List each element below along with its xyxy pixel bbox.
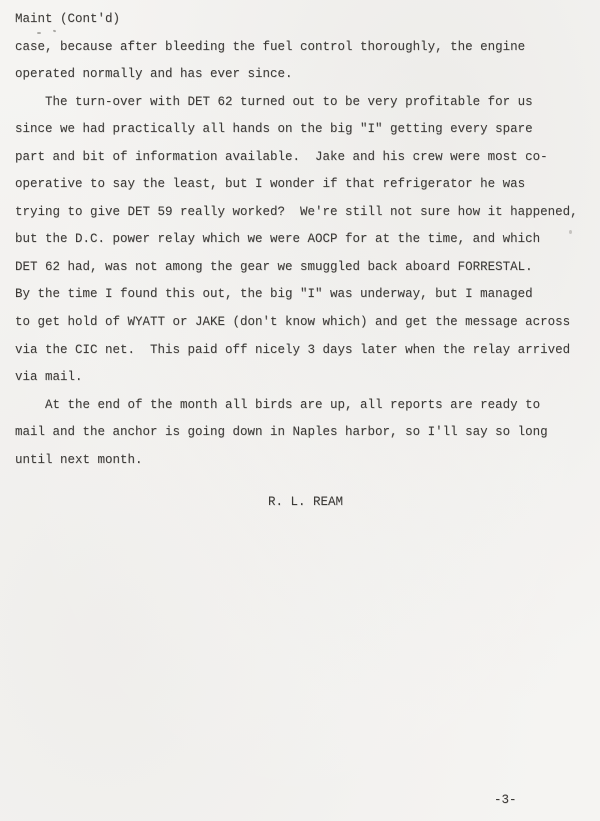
text-line: At the end of the month all birds are up, all reports are ready to <box>15 397 541 412</box>
text-line: since we had practically all hands on the big "I" getting every spare <box>15 122 533 137</box>
ink-speck <box>37 32 41 34</box>
typewritten-text-block <box>15 6 594 517</box>
text-line: operated normally and has ever since. <box>15 67 293 82</box>
text-line: DET 62 had, was not among the gear we smuggled back aboard FORRESTAL. <box>15 259 533 274</box>
text-line: operative to say the least, but I wonder if that refrigerator he was <box>15 177 526 192</box>
text-line: mail and the anchor is going down in Naples harbor, so I'll say so long <box>15 425 548 440</box>
text-line: via mail. <box>15 370 83 385</box>
text-line: via the CIC net. This paid off nicely 3 days later when the relay arrived <box>15 342 571 357</box>
text-line: to get hold of WYATT or JAKE (don't know which) and get the message across <box>15 315 571 330</box>
continuation-header: Maint (Cont'd) <box>15 12 121 26</box>
text-line: until next month. <box>15 452 143 467</box>
ink-speck <box>569 230 572 234</box>
text-line: part and bit of information available. Jake and his crew were most co- <box>15 149 548 164</box>
text-line: trying to give DET 59 really worked? We're still not sure how it happened, <box>15 204 578 219</box>
text-line: but the D.C. power relay which we were AOCP for at the time, and which <box>15 232 541 247</box>
text-line: case, because after bleeding the fuel control thoroughly, the engine <box>15 39 526 54</box>
signature: R. L. REAM <box>268 495 344 510</box>
page-number: -3- <box>494 793 517 807</box>
text-line: The turn-over with DET 62 turned out to be very profitable for us <box>15 94 533 109</box>
text-line: By the time I found this out, the big "I" was underway, but I managed <box>15 287 533 302</box>
